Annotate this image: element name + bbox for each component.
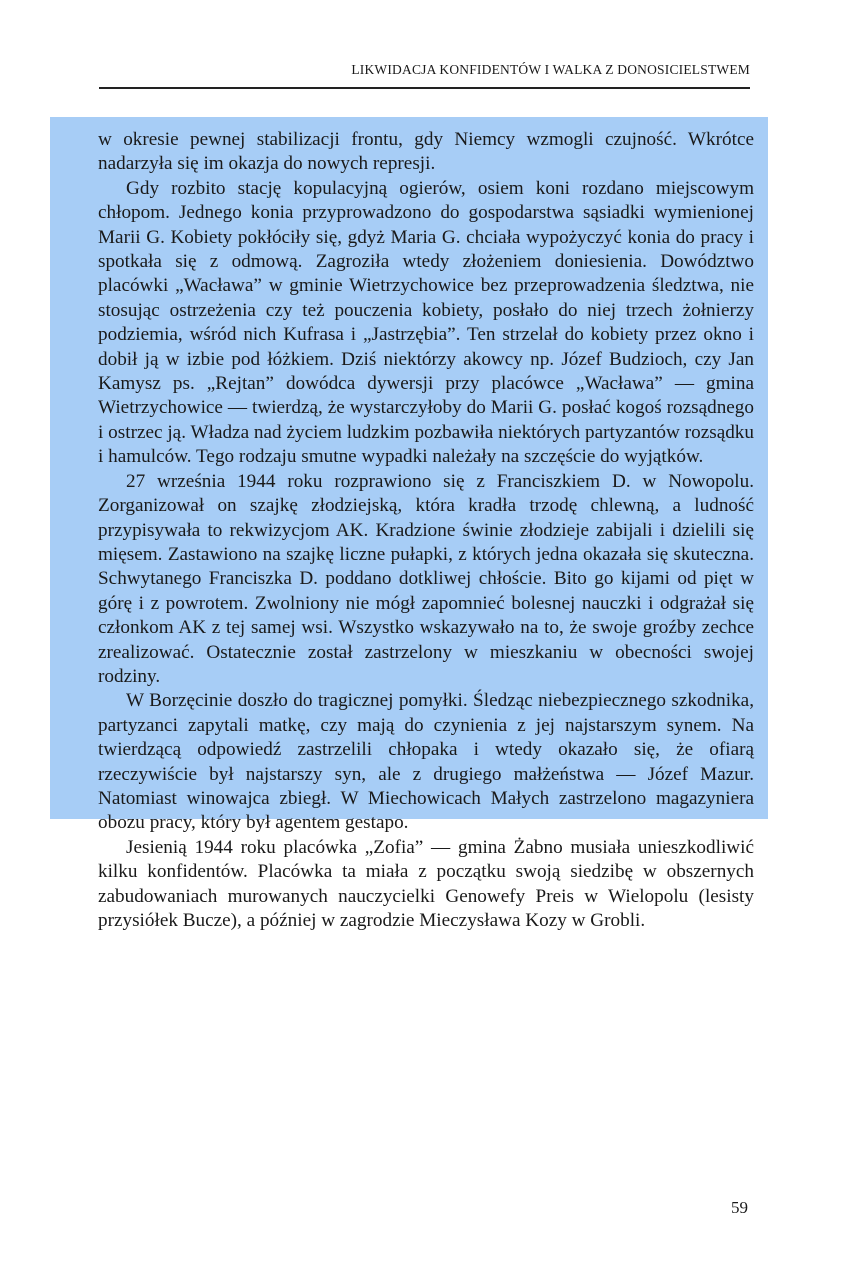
paragraph-zofia-outpost: Jesienią 1944 roku placówka „Zofia” — gmina Żabno musiała unieszkodliwić kilku konfidentów. Placówka ta miała z początku swoją siedzibę w obszernych zabudowaniach murowanych nauczycielki Genowefy Preis w Wielopolu (lesisty przysiółek Bucze), a później w zagrodzie Mieczysława Kozy w Grobli. [98, 836, 754, 931]
running-header: LIKWIDACJA KONFIDENTÓW I WALKA Z DONOSICIELSTWEM [351, 62, 750, 77]
paragraph-borzecin: W Borzęcinie doszło do tragicznej pomyłki. Śledząc niebezpiecznego szkodnika, partyzanci zapytali matkę, czy mają do czynienia z jej najstarszym synem. Na twierdzącą odpowiedź zastrzelili chłopaka i wtedy okazało się, że ofiarą rzeczywiście był najstarszy syn, ale z drugiego małżeństwa — Józef Mazur. Natomiast winowajca zbiegł. W Miechowicach Małych zastrzelono magazyniera obozu pracy, który był agentem gestapo. [98, 690, 754, 834]
page-number: 59 [731, 1198, 748, 1217]
header-rule [99, 87, 750, 89]
body-text [98, 128, 754, 933]
paragraph-continuation: w okresie pewnej stabilizacji frontu, gdy Niemcy wzmogli czujność. Wkrótce nadarzyła się im okazja do nowych represji. [98, 129, 754, 175]
paragraph-nowopole: 27 września 1944 roku rozprawiono się z Franciszkiem D. w Nowopolu. Zorganizował on szajkę złodziejską, która kradła trzodę chlewną, a ludność przypisywała to rekwizycjom AK. Kradzione świnie złodzieje zabijali i dzielili się mięsem. Zastawiono na szajkę liczne pułapki, z których jedna okazała się skuteczna. Schwytanego Franciszka D. poddano dotkliwej chłoście. Bito go kijami od pięt w górę i z powrotem. Zwolniony nie mógł zapomnieć bolesnej nauczki i odgrażał się członkom AK z tej samej wsi. Wszystko wskazywało na to, że swoje groźby zechce zrealizować. Ostatecznie został zastrzelony w mieszkaniu w obecności swojej rodziny. [98, 470, 754, 687]
paragraph-stable-incident: Gdy rozbito stację kopulacyjną ogierów, osiem koni rozdano miejscowym chłopom. Jednego konia przyprowadzono do gospodarstwa sąsiadki wymienionej Marii G. Kobiety pokłóciły się, gdyż Maria G. chciała wypożyczyć konia do pracy i spotkała się z odmową. Zagroziła wtedy złożeniem doniesienia. Dowództwo placówki „Wacława” w gminie Wietrzychowice bez przeprowadzenia śledztwa, nie stosując ostrzeżenia czy też pouczenia kobiety, posłało do niej trzech żołnierzy podziemia, wśród nich Kufrasa i „Jastrzębia”. Ten strzelał do kobiety przez okno i dobił ją w izbie pod łóżkiem. Dziś niektórzy akowcy np. Józef Budzioch, czy Jan Kamysz ps. „Rejtan” dowódca dywersji przy placówce „Wacława” — gmina Wietrzychowice — twierdzą, że wystarczyłoby do Marii G. posłać kogoś rozsądnego i ostrzec ją. Władza nad życiem ludzkim pozbawiła niektórych partyzantów rozsądku i hamulców. Tego rodzaju smutne wypadki należały na szczęście do wyjątków. [98, 177, 754, 468]
